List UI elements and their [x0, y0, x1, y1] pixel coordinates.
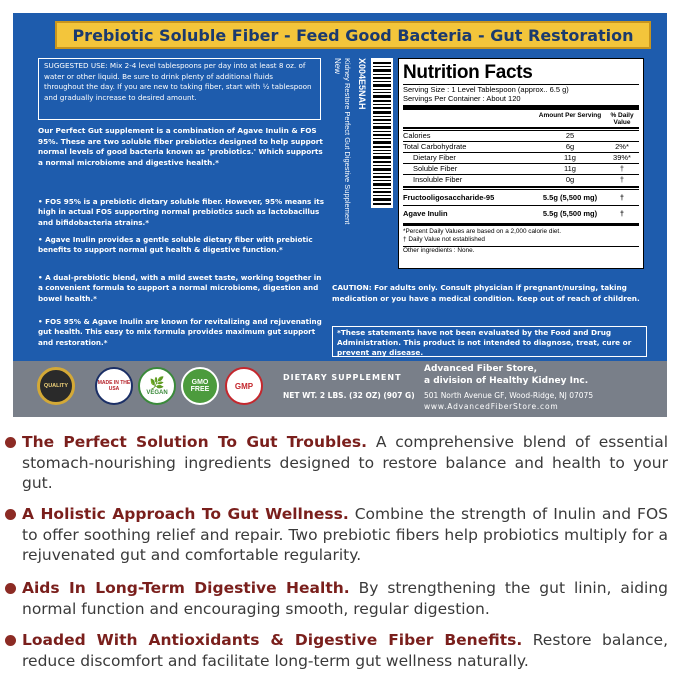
nutrition-title: Nutrition Facts [403, 62, 533, 83]
feature-body: Combine the strength of Inulin and FOS to offer soothing relief and repair. Two prebiotic fibers help probiotics multiply for a rejuvenated gut and comfortable regularity. [22, 505, 668, 564]
barcode-icon [371, 58, 393, 208]
benefit-bullet: • Agave Inulin provides a gentle soluble dietary fiber with prebiotic benefits to support normal gut health & digestive function.* [38, 235, 313, 255]
nutrition-row: Total Carbohydrate 6g 2%* [403, 141, 639, 152]
barcode-area [333, 58, 393, 278]
suggested-use-box: SUGGESTED USE: Mix 2-4 level tablespoons per day into at least 8 oz. of water or other liquid. Be sure to drink plenty of additional fluids throughout the day. If you are new to taking fiber, start with ½ tablespoon and gradually increase to desired amount. [38, 58, 321, 120]
store-address: 501 North Avenue GF, Wood-Ridge, NJ 07075 www.AdvancedFiberStore.com [424, 391, 594, 411]
nutrition-row: Calories 25 [403, 130, 639, 141]
store-name: Advanced Fiber Store, a division of Healthy Kidney Inc. [424, 364, 589, 386]
feature-item [0, 630, 679, 671]
feature-body: Restore balance, reduce discomfort and facilitate long-term gut wellness naturally. [22, 631, 669, 670]
feature-heading: The Perfect Solution To Gut Troubles. [22, 433, 368, 451]
benefit-bullet: • FOS 95% is a prebiotic dietary soluble fiber. However, 95% means its high in actual FOS supporting normal prebiotics such as lactobacillus and bifidobacteria strains.* [38, 197, 324, 227]
nutrition-row: Dietary Fiber 11g 39%* [403, 152, 639, 163]
caution-text: CAUTION: For adults only. Consult physician if pregnant/nursing, taking medication or you have a medical condition. Keep out of reach of children. [332, 283, 640, 303]
feature-heading: Aids In Long-Term Digestive Health. [22, 579, 350, 597]
gmo-free-badge-icon: GMO FREE [181, 367, 219, 405]
feature-body: A comprehensive blend of essential stomach-nourishing ingredients designed to restore balance and health to your gut. [22, 433, 668, 492]
nutrition-row: Soluble Fiber 11g † [403, 163, 639, 174]
other-ingredients: Other ingredients : None. [403, 247, 475, 254]
label-banner: Prebiotic Soluble Fiber - Feed Good Bacteria - Gut Restoration [55, 21, 651, 49]
barcode-code: X004E5NAH [357, 58, 367, 110]
nutrition-footnote-1: *Percent Daily Values are based on a 2,000 calorie diet. [403, 228, 561, 235]
fda-disclaimer: *These statements have not been evaluated by the Food and Drug Administration. This product is not intended to diagnose, treat, cure or prevent any disease. [332, 326, 647, 357]
net-weight: NET WT. 2 LBS. (32 OZ) (907 G) [283, 391, 415, 400]
feature-item [0, 578, 679, 619]
benefit-bullet: • A dual-prebiotic blend, with a mild sweet taste, working together in a convenient formula to support a normal microbiome, digestion and bowel health.* [38, 273, 322, 303]
feature-item [0, 504, 679, 566]
benefit-bullet: • FOS 95% & Agave Inulin are known for revitalizing and rejuvenating gut health. This easy to mix formula provides maximum gut support and restoration.* [38, 317, 322, 347]
col-daily-value: % Daily Value [610, 112, 634, 126]
serving-size: Serving Size : 1 Level Tablespoon (approx.. 6.5 g) [403, 85, 569, 94]
bullet-dot-icon [5, 437, 16, 448]
feature-heading: A Holistic Approach To Gut Wellness. [22, 505, 349, 523]
nutrition-facts-panel [398, 58, 644, 269]
servings-per-container: Servings Per Container : About 120 [403, 94, 521, 103]
quality-badge-icon: QUALITY [37, 367, 75, 405]
gmp-badge-icon: GMP [225, 367, 263, 405]
feature-item [0, 432, 679, 494]
barcode-product: Kidney Restore Perfect Gut Digestive Supplement [343, 58, 352, 225]
nutrition-row: Insoluble Fiber 0g † [403, 174, 639, 185]
bullet-dot-icon [5, 583, 16, 594]
bullet-dot-icon [5, 635, 16, 646]
made-in-usa-badge-icon: MADE IN THE USA [95, 367, 133, 405]
dietary-supplement-label: DIETARY SUPPLEMENT [283, 373, 402, 382]
feature-body: By strengthening the gut linin, aiding normal function and encouraging smooth, regular digestion. [22, 579, 669, 618]
nutrition-blend-row: Fructooligosaccharide-95 5.5g (5,500 mg) † [403, 189, 639, 205]
bullet-dot-icon [5, 509, 16, 520]
nutrition-header [403, 112, 639, 126]
vegan-badge-icon: 🌿 VEGAN [138, 367, 176, 405]
intro-text: Our Perfect Gut supplement is a combination of Agave Inulin & FOS 95%. These are two soluble fiber prebiotics designed to help support normal levels of good bacteria known as 'probiotics.' Which supports a normal microbiome and digestive health.* [38, 126, 323, 167]
col-amount: Amount Per Serving [538, 112, 602, 119]
feature-heading: Loaded With Antioxidants & Digestive Fiber Benefits. [22, 631, 523, 649]
nutrition-footnote-2: † Daily Value not established [403, 236, 485, 243]
nutrition-blend-row: Agave Inulin 5.5g (5,500 mg) † [403, 205, 639, 221]
label-blue-panel [13, 13, 667, 361]
barcode-condition: New [333, 58, 342, 75]
